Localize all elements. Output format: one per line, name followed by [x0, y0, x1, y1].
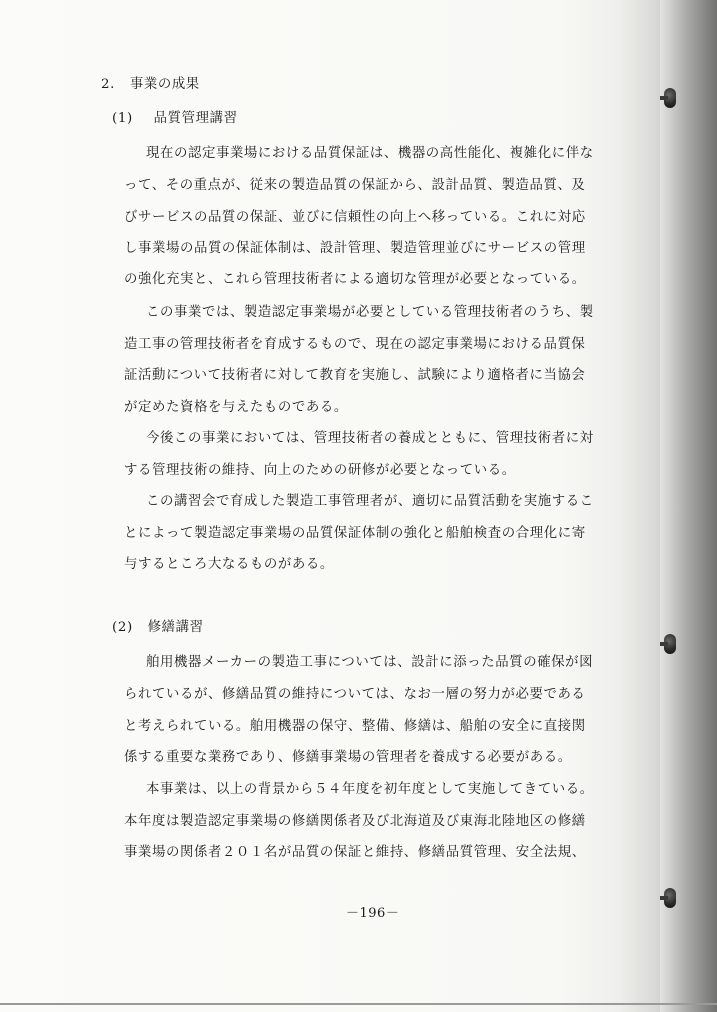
body-line: びサービスの品質の保証、並びに信頼性の向上へ移っている。これに対応	[124, 210, 586, 225]
subsection-1-title: 品質管理講習	[153, 111, 238, 126]
body-line: 舶用機器メーカーの製造工事については、設計に添った品質の確保が図	[146, 655, 594, 670]
subsection-1-number: (1)	[112, 111, 133, 126]
body-line: 今後この事業においては、管理技術者の養成とともに、管理技術者に対	[146, 431, 594, 446]
body-line: する管理技術の維持、向上のための研修が必要となっている。	[124, 463, 516, 478]
subsection-2-number: (2)	[112, 620, 133, 635]
body-line: と考えられている。舶用機器の保守、整備、修繕は、船舶の安全に直接関	[124, 719, 586, 734]
subsection-2-heading	[112, 619, 204, 637]
section-number: 2.	[101, 77, 115, 92]
section-heading	[101, 76, 200, 94]
subsection-1-heading	[112, 110, 238, 128]
binder-edge-shadow	[660, 0, 717, 1012]
section-title: 事業の成果	[129, 77, 200, 92]
binder-ring-middle	[664, 634, 676, 654]
page-number: －196－	[346, 906, 400, 921]
bottom-page-edge	[0, 1003, 717, 1005]
body-line: 本事業は、以上の背景から５４年度を初年度として実施してきている。	[146, 782, 594, 797]
body-line: 本年度は製造認定事業場の修繕関係者及び北海道及び東海北陸地区の修繕	[124, 814, 586, 829]
body-line: 与するところ大なるものがある。	[124, 557, 334, 572]
body-line: 係する重要な業務であり、修繕事業場の管理者を養成する必要がある。	[124, 750, 572, 765]
subsection-2-title: 修繕講習	[147, 620, 204, 635]
body-line: この講習会で育成した製造工事管理者が、適切に品質活動を実施するこ	[146, 494, 594, 509]
body-line: し事業場の品質の保証体制は、設計管理、製造管理並びにサービスの管理	[124, 241, 586, 256]
binder-ring-top	[664, 88, 676, 108]
binder-ring-bottom	[664, 888, 676, 908]
body-line: 証活動について技術者に対して教育を実施し、試験により適格者に当協会	[124, 368, 586, 383]
body-line: 事業場の関係者２０１名が品質の保証と維持、修繕品質管理、安全法規、	[124, 845, 586, 860]
body-line: とによって製造認定事業場の品質保証体制の強化と船舶検査の合理化に寄	[124, 526, 586, 541]
body-line: 現在の認定事業場における品質保証は、機器の高性能化、複雑化に伴な	[146, 146, 594, 161]
body-line: この事業では、製造認定事業場が必要としている管理技術者のうち、製	[146, 305, 594, 320]
body-line: られているが、修繕品質の維持については、なお一層の努力が必要である	[124, 687, 586, 702]
body-line: 造工事の管理技術者を育成するもので、現在の認定事業場における品質保	[124, 337, 586, 352]
body-line: が定めた資格を与えたものである。	[124, 400, 348, 415]
body-line: の強化充実と、これら管理技術者による適切な管理が必要となっている。	[124, 272, 586, 287]
body-line: って、その重点が、従来の製造品質の保証から、設計品質、製造品質、及	[124, 178, 586, 193]
